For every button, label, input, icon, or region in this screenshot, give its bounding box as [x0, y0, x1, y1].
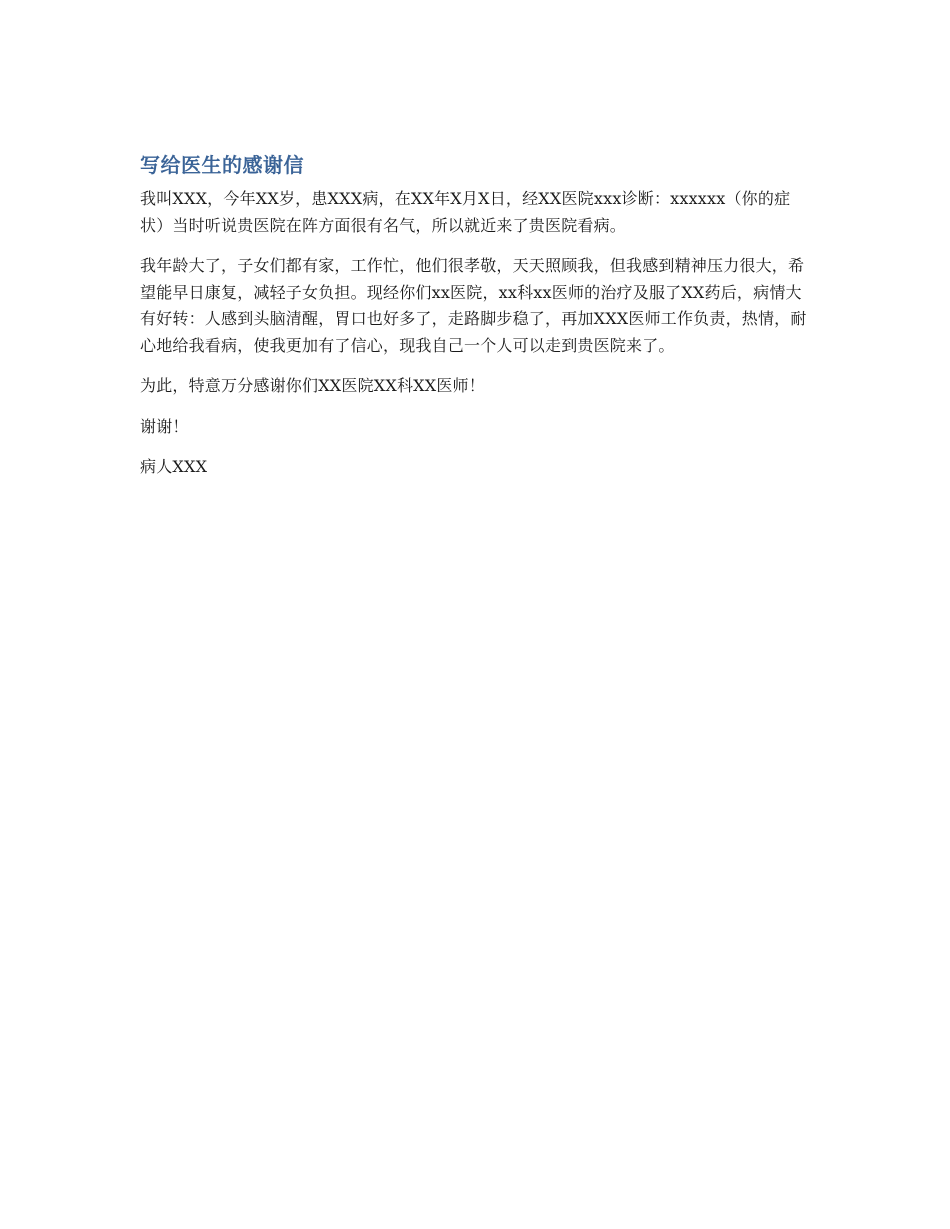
paragraph-thanks: 谢谢！ [140, 416, 189, 436]
paragraph-treatment: 我年龄大了，子女们都有家，工作忙，他们很孝敬，天天照顾我，但我感到精神压力很大，希望能早日康复，减轻子女负担。现经你们xx医院，xx科xx医师的治疗及服了XX药后，病情大有好转：人感到头脑清醒，胃口也好多了，走路脚步稳了，再加XXX医师工作负责，热情，耐心地给我看病，使我更加有了信心，现我自己一个人可以走到贵医院来了。 [140, 256, 807, 355]
document-title: 写给医生的感谢信 [140, 153, 304, 177]
document-body [140, 150, 812, 495]
paragraph-gratitude: 为此，特意万分感谢你们XX医院XX科XX医师！ [140, 376, 485, 395]
signature-line: 病人XXX [140, 457, 208, 476]
paragraph-introduction: 我叫XXX，今年XX岁，患XXX病，在XX年X月X日，经XX医院xxx诊断：xxxxxx（你的症状）当时听说贵医院在阵方面很有名气，所以就近来了贵医院看病。 [140, 189, 791, 235]
